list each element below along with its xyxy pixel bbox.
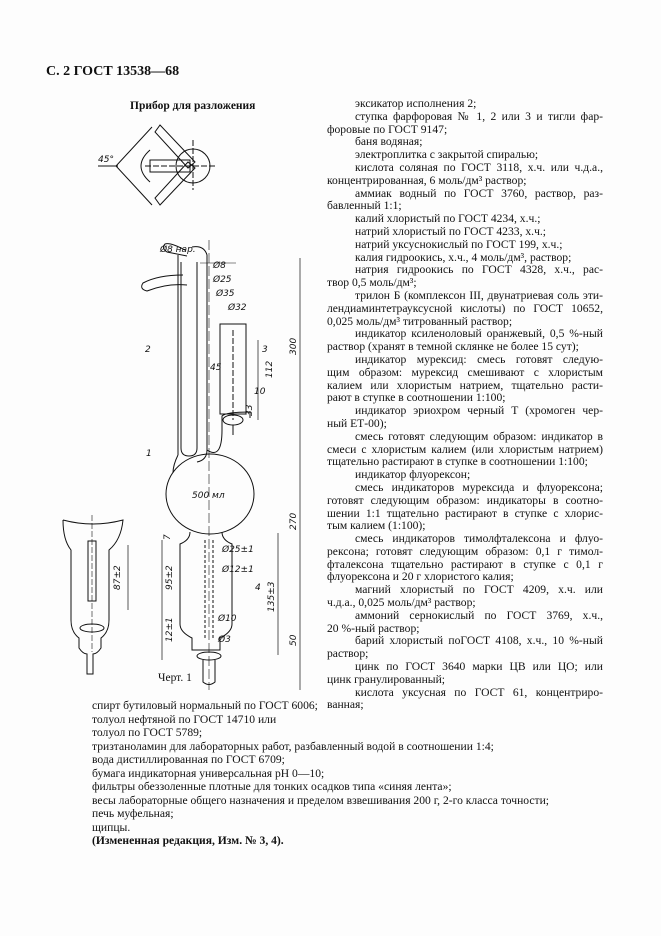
paragraph-line: ч.д.а., 0,025 моль/дм³ раствор; xyxy=(327,596,476,610)
paragraph-line: щим образом: мурексид смешивают с хлористым xyxy=(327,365,603,379)
paragraph-line: смесь индикаторов тимолфталексона и флуо- xyxy=(355,532,603,546)
paragraph-line: кислота соляная по ГОСТ 3118, х.ч. или ч.д.а., xyxy=(355,160,603,174)
list-item: печь муфельная; xyxy=(92,807,174,820)
paragraph-line: индикатор ксиленоловый оранжевый, 0,5 %-ный xyxy=(355,327,603,341)
callout-3: 3 xyxy=(262,345,268,355)
dim-d25: Ø25 xyxy=(213,275,232,285)
top-view xyxy=(98,125,215,205)
dim-270: 270 xyxy=(289,512,299,530)
paragraph-line: 20 %-ный раствор; xyxy=(327,621,420,635)
dim-12: 12±1 xyxy=(165,617,175,642)
paragraph-line: шении 1:1 тщательно растирают в ступке с хлорис- xyxy=(327,506,603,520)
paragraph-line: тым калием (1:100); xyxy=(327,519,426,533)
list-item: весы лабораторные общего назначения и пределом взвешивания 200 г, 2-го класса точности; xyxy=(92,793,550,807)
list-item: вода дистиллированная по ГОСТ 6709; xyxy=(92,753,285,766)
paragraph-line: концентрированная, 6 моль/дм³ раствор; xyxy=(327,173,527,187)
list-item: фильтры обеззоленные плотные для тонких осадков типа «синяя лента»; xyxy=(92,780,452,793)
paragraph-line: бавленный 1:1; xyxy=(327,199,402,213)
callout-1: 1 xyxy=(146,449,152,459)
dim-d25t: Ø25±1 xyxy=(222,545,254,555)
paragraph-line: баня водяная; xyxy=(355,135,423,149)
paragraph-line: рают в ступке в соотношении 1:100; xyxy=(327,391,506,405)
paragraph-line: индикатор мурексид: смесь готовят следую- xyxy=(355,352,603,366)
paragraph-line: смесь готовят следующим образом: индикатор в xyxy=(355,429,603,443)
dim-33: 33 xyxy=(245,404,255,416)
paragraph-line: натрий хлористый по ГОСТ 4233, х.ч.; xyxy=(355,224,547,238)
list-item: толуол по ГОСТ 5789; xyxy=(92,726,203,739)
paragraph-line: барий хлористый поГОСТ 4108, х.ч., 10 %-ный xyxy=(355,634,603,648)
callout-4: 4 xyxy=(255,583,261,593)
dim-95: 95±2 xyxy=(165,565,175,590)
paragraph-line: лендиаминтетрауксусной кислоты) по ГОСТ 10652, xyxy=(327,301,603,315)
dim-d10: Ø10 xyxy=(218,614,237,624)
volume-label: 500 мл xyxy=(192,491,225,501)
dim-87: 87±2 xyxy=(113,565,123,590)
dim-50: 50 xyxy=(289,634,299,646)
paragraph-line: калия гидроокись, х.ч., 4 моль/дм³, раствор; xyxy=(355,250,572,264)
page-header: С. 2 ГОСТ 13538—68 xyxy=(46,64,180,79)
dim-outer-d: Ø8 нар. xyxy=(160,245,196,255)
amendment-note: (Измененная редакция, Изм. № 3, 4). xyxy=(92,834,284,847)
dim-7: 7 xyxy=(163,534,173,540)
right-column-text xyxy=(327,98,603,712)
paragraph-line: индикатор эриохром черный Т (хромоген чер- xyxy=(355,404,603,418)
paragraph-line: флуорексона и 20 г хлористого калия; xyxy=(327,570,514,584)
list-item: толуол нефтяной по ГОСТ 14710 или xyxy=(92,712,277,726)
dim-45: 45 xyxy=(210,363,222,373)
list-item: спирт бутиловый нормальный по ГОСТ 6006; xyxy=(92,699,318,712)
paragraph-line: натрий уксуснокислый по ГОСТ 199, х.ч.; xyxy=(355,237,563,251)
paragraph-line: электроплитка с закрытой спиралью; xyxy=(355,148,539,162)
list-item: тризтаноламин для лабораторных работ, разбавленный водой в соотношении 1:4; xyxy=(92,739,494,753)
angle-label: 45° xyxy=(98,155,114,165)
paragraph-line: цинк гранулированный; xyxy=(327,672,446,686)
paragraph-line: раствор (хранят в темной склянке не более 15 сут); xyxy=(327,340,579,354)
paragraph-line: готовят следующим образом: индикаторы в соотно- xyxy=(327,493,603,507)
paragraph-line: тщательно растирают в ступке в соотношении 1:100; xyxy=(327,455,588,469)
paragraph-line: калием или хлористым натрием, тщательно расти- xyxy=(327,378,603,392)
paragraph-line: натрия гидроокись по ГОСТ 4328, х.ч., рас- xyxy=(355,263,603,277)
paragraph-line: рексона; готовят следующим образом: 0,1 г тимол- xyxy=(327,544,603,558)
paragraph-line: ный ЕТ-00); xyxy=(327,416,387,430)
paragraph-line: раствор; xyxy=(327,647,369,661)
paragraph-line: ступка фарфоровая № 1, 2 или 3 и тигли фар- xyxy=(355,109,603,123)
paragraph-line: аммиак водный по ГОСТ 3760, раствор, раз- xyxy=(355,186,603,200)
paragraph-line: кислота уксусная по ГОСТ 61, концентриро- xyxy=(355,685,603,699)
paragraph-line: эксикатор исполнения 2; xyxy=(355,97,477,110)
paragraph-line: калий хлористый по ГОСТ 4234, х.ч.; xyxy=(355,212,541,226)
dim-d8: Ø8 xyxy=(213,261,226,271)
paragraph-line: трилон Б (комплексон III, двунатриевая соль эти- xyxy=(355,288,603,302)
dim-d12t: Ø12±1 xyxy=(222,565,254,575)
paragraph-line: смесь индикаторов мурексида и флуорексона; xyxy=(355,480,603,494)
dim-112: 112 xyxy=(265,360,275,378)
dim-d3: Ø3 xyxy=(218,635,231,645)
paragraph-line: ванная; xyxy=(327,698,364,712)
dim-d32: Ø32 xyxy=(228,303,247,313)
figure-title: Прибор для разложения xyxy=(130,100,256,112)
dim-135: 135±3 xyxy=(267,581,277,612)
list-item: щипцы. xyxy=(92,820,131,834)
paragraph-line: аммоний сернокислый по ГОСТ 3769, х.ч., xyxy=(355,608,603,622)
paragraph-line: смеси с хлористым калием (или хлористым натрием) xyxy=(327,442,603,456)
list-item: бумага индикаторная универсальная рН 0—10; xyxy=(92,766,325,780)
paragraph-line: 0,025 моль/дм³ титрованный раствор; xyxy=(327,314,513,328)
paragraph-line: форовые по ГОСТ 9147; xyxy=(327,122,448,136)
detail-view xyxy=(63,515,128,674)
paragraph-line: фталексона тщательно растирают в ступке с 0,1 г xyxy=(327,557,603,571)
callout-2: 2 xyxy=(145,345,151,355)
paragraph-line: магний хлористый по ГОСТ 4209, х.ч. или xyxy=(355,583,603,597)
paragraph-line: цинк по ГОСТ 3640 марки ЦВ или ЦО; или xyxy=(355,660,603,674)
dim-300: 300 xyxy=(289,337,299,355)
bottom-text xyxy=(92,699,549,848)
paragraph-line: твор 0,5 моль/дм³; xyxy=(327,276,417,290)
dim-10: 10 xyxy=(254,387,266,397)
figure-caption: Черт. 1 xyxy=(158,672,192,684)
paragraph-line: индикатор флуорексон; xyxy=(355,468,471,482)
dim-d35: Ø35 xyxy=(216,289,235,299)
